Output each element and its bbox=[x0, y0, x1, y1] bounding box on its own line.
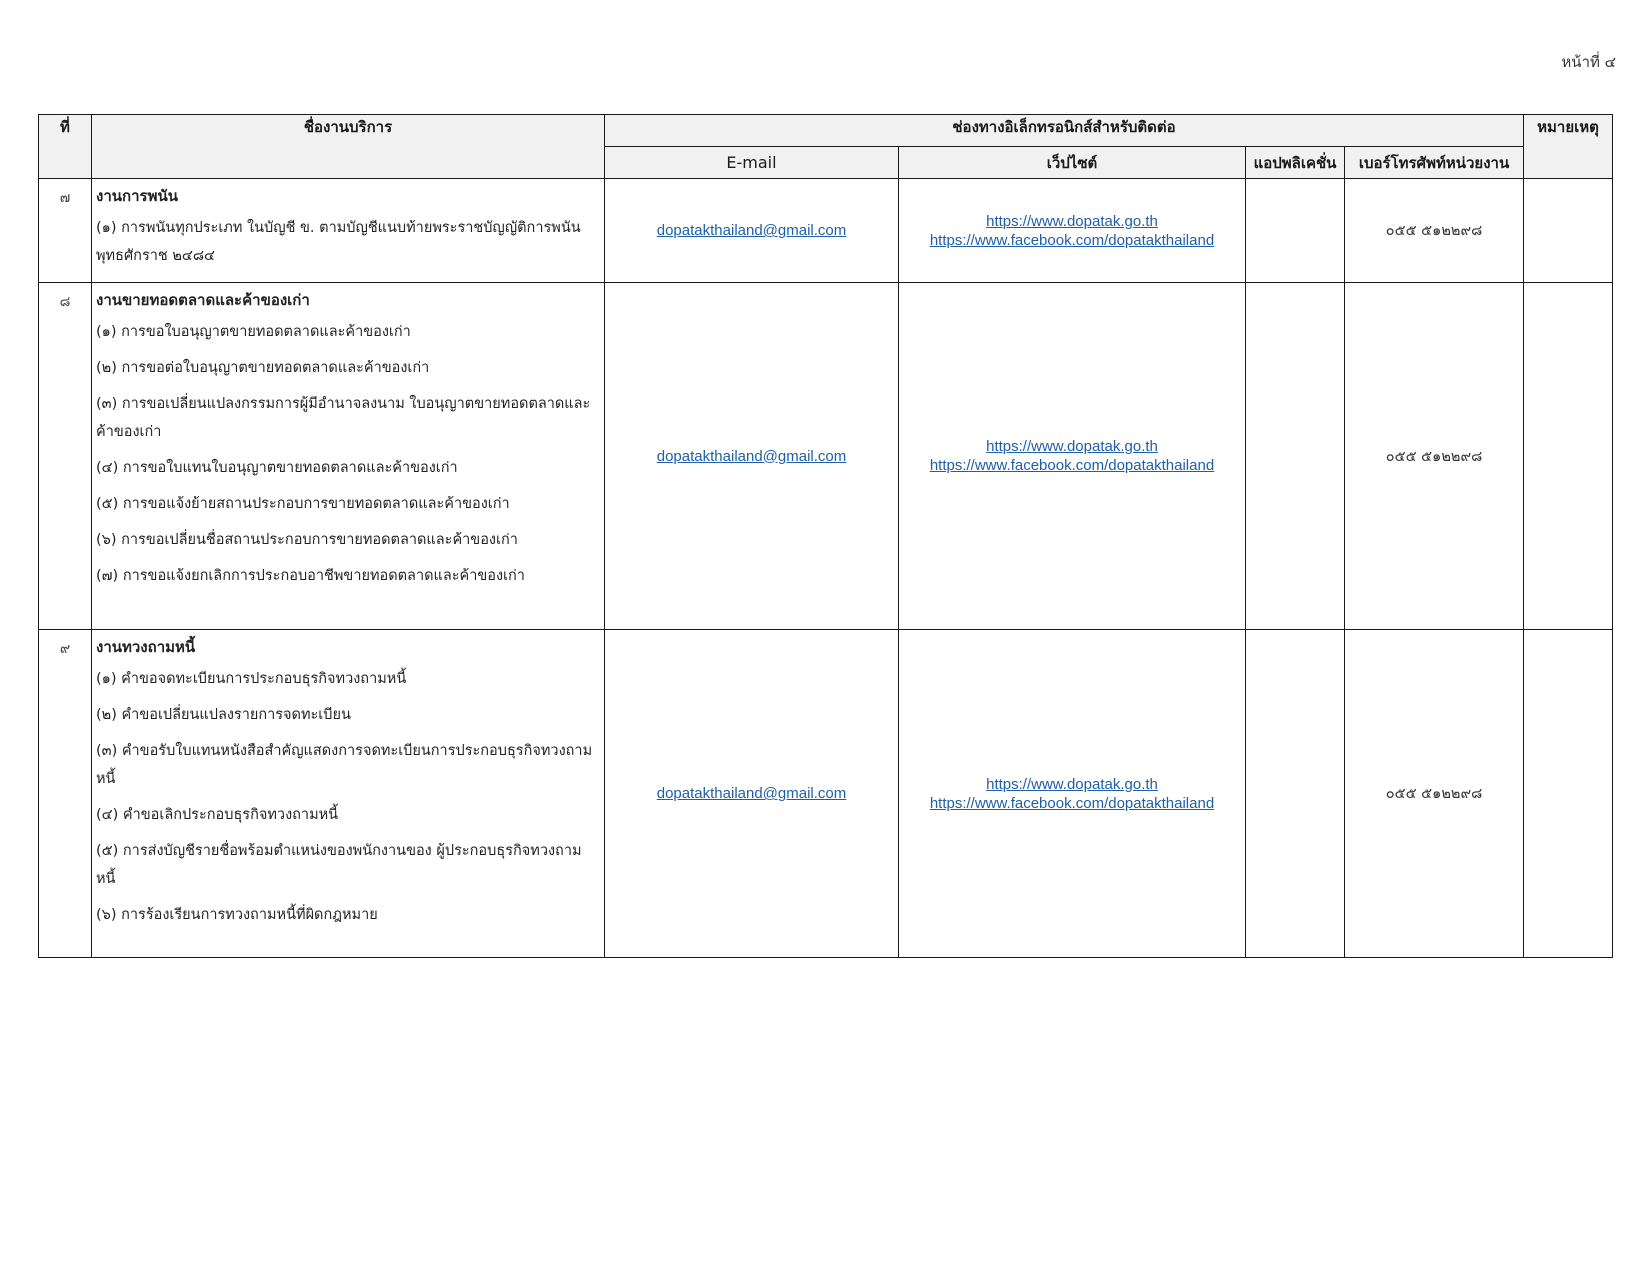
table-row bbox=[39, 630, 1613, 958]
email-cell bbox=[605, 179, 899, 283]
row-number: ๙ bbox=[39, 630, 92, 958]
service-item: (๕) การส่งบัญชีรายชื่อพร้อมตำแหน่งของพนักงานของ ผู้ประกอบธุรกิจทวงถามหนี้ bbox=[96, 843, 582, 887]
table-row bbox=[39, 179, 1613, 283]
website-link[interactable]: https://www.dopatak.go.th bbox=[986, 438, 1158, 455]
service-item: (๓) การขอเปลี่ยนแปลงกรรมการผู้มีอำนาจลงนาม ใบอนุญาตขายทอดตลาดและค้าของเก่า bbox=[96, 396, 591, 440]
service-title: งานการพนัน bbox=[96, 187, 178, 205]
service-contact-table bbox=[38, 114, 1613, 958]
email-cell bbox=[605, 283, 899, 630]
remarks-cell bbox=[1524, 179, 1613, 283]
service-item: (๑) การพนันทุกประเภท ในบัญชี ข. ตามบัญชีแนบท้ายพระราชบัญญัติการพนัน พุทธศักราช ๒๔๘๔ bbox=[96, 220, 581, 264]
phone-cell: ๐๕๕ ๕๑๒๒๙๘ bbox=[1345, 630, 1524, 958]
row-number: ๗ bbox=[39, 179, 92, 283]
remarks-cell bbox=[1524, 283, 1613, 630]
remarks-cell bbox=[1524, 630, 1613, 958]
header-phone: เบอร์โทรศัพท์หน่วยงาน bbox=[1345, 147, 1524, 179]
email-link[interactable]: dopatakthailand@gmail.com bbox=[656, 785, 847, 802]
service-name-cell bbox=[92, 283, 605, 630]
page-number: หน้าที่ ๔ bbox=[1561, 53, 1616, 71]
table-row bbox=[39, 283, 1613, 630]
phone-cell: ๐๕๕ ๕๑๒๒๙๘ bbox=[1345, 283, 1524, 630]
service-item: (๑) คำขอจดทะเบียนการประกอบธุรกิจทวงถามหนี้ bbox=[96, 671, 407, 687]
website-cell bbox=[899, 630, 1246, 958]
website-cell bbox=[899, 179, 1246, 283]
service-item: (๑) การขอใบอนุญาตขายทอดตลาดและค้าของเก่า bbox=[96, 324, 411, 340]
service-item: (๔) การขอใบแทนใบอนุญาตขายทอดตลาดและค้าของเก่า bbox=[96, 460, 458, 476]
row-number: ๘ bbox=[39, 283, 92, 630]
header-service-name: ชื่องานบริการ bbox=[92, 115, 605, 179]
service-item: (๒) คำขอเปลี่ยนแปลงรายการจดทะเบียน bbox=[96, 707, 351, 723]
service-title: งานขายทอดตลาดและค้าของเก่า bbox=[96, 291, 310, 309]
phone-cell: ๐๕๕ ๕๑๒๒๙๘ bbox=[1345, 179, 1524, 283]
header-row-top bbox=[39, 115, 1613, 147]
header-application: แอปพลิเคชั่น bbox=[1246, 147, 1345, 179]
application-cell bbox=[1246, 179, 1345, 283]
service-item: (๖) การขอเปลี่ยนชื่อสถานประกอบการขายทอดตลาดและค้าของเก่า bbox=[96, 532, 518, 548]
service-item: (๔) คำขอเลิกประกอบธุรกิจทวงถามหนี้ bbox=[96, 807, 339, 823]
service-title: งานทวงถามหนี้ bbox=[96, 638, 196, 656]
facebook-link[interactable]: https://www.facebook.com/dopatakthailand bbox=[929, 457, 1215, 474]
facebook-link[interactable]: https://www.facebook.com/dopatakthailand bbox=[929, 794, 1215, 812]
website-link[interactable]: https://www.dopatak.go.th bbox=[986, 212, 1158, 230]
service-item: (๗) การขอแจ้งยกเลิกการประกอบอาชีพขายทอดตลาดและค้าของเก่า bbox=[96, 568, 525, 584]
header-electronic-channels: ช่องทางอิเล็กทรอนิกส์สำหรับติดต่อ bbox=[605, 115, 1524, 147]
service-name-cell bbox=[92, 179, 605, 283]
email-link[interactable]: dopatakthailand@gmail.com bbox=[656, 447, 847, 465]
service-item: (๒) การขอต่อใบอนุญาตขายทอดตลาดและค้าของเก่า bbox=[96, 360, 430, 376]
header-remarks: หมายเหตุ bbox=[1524, 115, 1613, 179]
service-item: (๕) การขอแจ้งย้ายสถานประกอบการขายทอดตลาดและค้าของเก่า bbox=[96, 496, 510, 512]
service-item: (๖) การร้องเรียนการทวงถามหนี้ที่ผิดกฎหมาย bbox=[96, 907, 378, 923]
website-cell bbox=[899, 283, 1246, 630]
application-cell bbox=[1246, 630, 1345, 958]
email-cell bbox=[605, 630, 899, 958]
website-link[interactable]: https://www.dopatak.go.th bbox=[986, 775, 1158, 793]
application-cell bbox=[1246, 283, 1345, 630]
header-no: ที่ bbox=[39, 115, 92, 179]
facebook-link[interactable]: https://www.facebook.com/dopatakthailand bbox=[929, 231, 1215, 249]
service-name-cell bbox=[92, 630, 605, 958]
service-item: (๓) คำขอรับใบแทนหนังสือสำคัญแสดงการจดทะเบียนการประกอบธุรกิจทวงถามหนี้ bbox=[96, 743, 593, 787]
header-email: E-mail bbox=[605, 147, 899, 179]
header-website: เว็ปไซต์ bbox=[899, 147, 1246, 179]
email-link[interactable]: dopatakthailand@gmail.com bbox=[656, 222, 847, 239]
